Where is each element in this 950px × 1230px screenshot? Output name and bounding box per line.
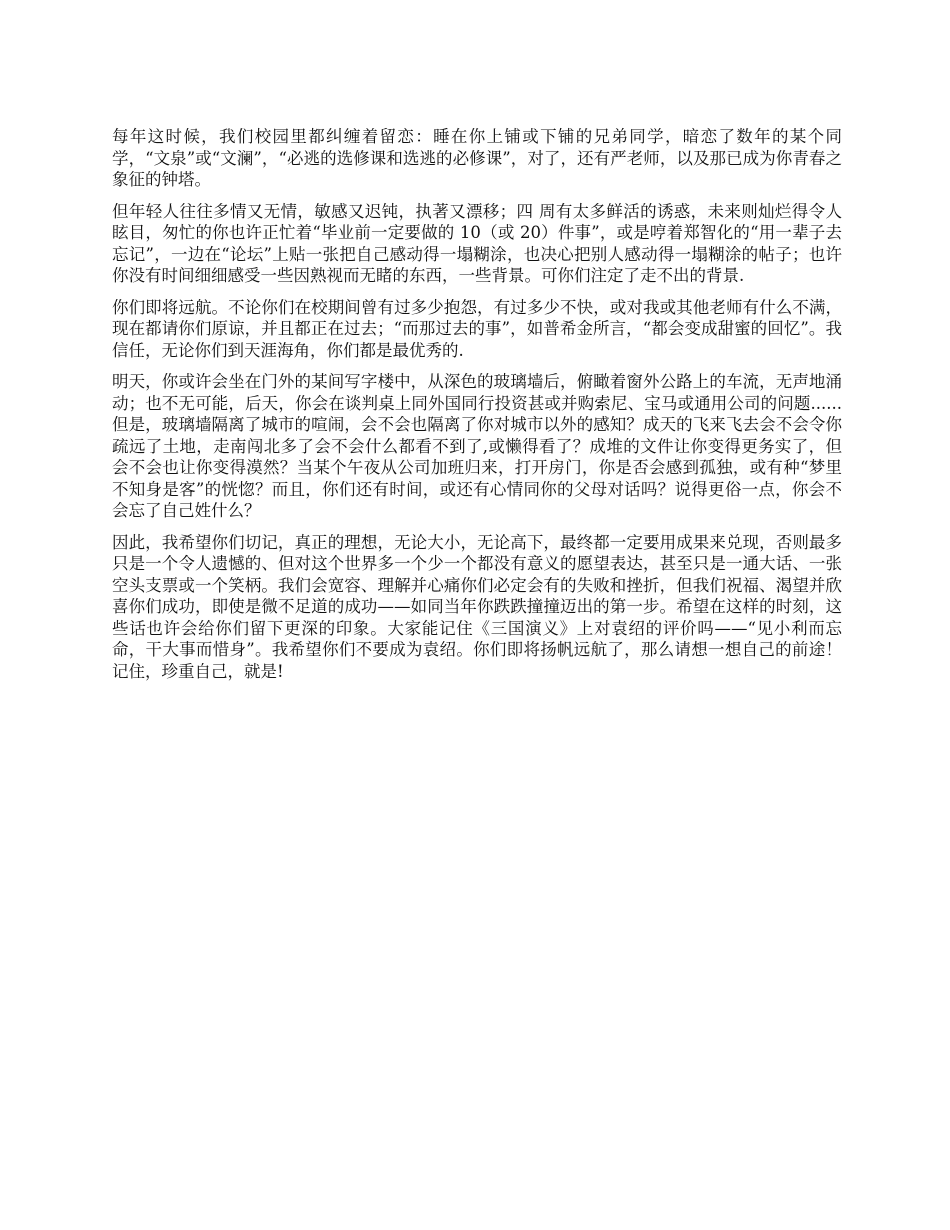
paragraph-3: 你们即将远航。不论你们在校期间曾有过多少抱怨，有过多少不快，或对我或其他老师有什么不满，现在都请你们原谅，并且都正在过去；“而那过去的事”，如普希金所言，“都会变成甜蜜的回忆”。我信任，无论你们到天涯海角，你们都是最优秀的. [112, 297, 842, 360]
paragraph-5: 因此，我希望你们切记，真正的理想，无论大小，无论高下，最终都一定要用成果来兑现，否则最多只是一个令人遗憾的、但对这个世界多一个少一个都没有意义的愿望表达，甚至只是一通大话、一张空头支票或一个笑柄。我们会宽容、理解并心痛你们必定会有的失败和挫折，但我们祝福、渴望并欣喜你们成功，即使是微不足道的成功——如同当年你跌跌撞撞迈出的第一步。希望在这样的时刻，这些话也许会给你们留下更深的印象。大家能记住《三国演义》上对袁绍的评价吗——“见小利而忘命，干大事而惜身”。我希望你们不要成为袁绍。你们即将扬帆远航了，那么请想一想自己的前途！记住，珍重自己，就是! [112, 532, 842, 681]
paragraph-4: 明天，你或许会坐在门外的某间写字楼中，从深色的玻璃墙后，俯瞰着窗外公路上的车流，无声地涌动；也不无可能，后天，你会在谈判桌上同外国同行投资甚或并购索尼、宝马或通用公司的问题......但是，玻璃墙隔离了城市的喧闹，会不会也隔离了你对城市以外的感知？成天的飞来飞去会不会令你疏远了土地，走南闯北多了会不会什么都看不到了,或懒得看了？成堆的文件让你变得更务实了，但会不会也让你变得漠然？当某个午夜从公司加班归来，打开房门，你是否会感到孤独，或有种“梦里不知身是客”的恍惚？而且，你们还有时间，或还有心情同你的父母对话吗？说得更俗一点，你会不会忘了自己姓什么？ [112, 372, 842, 520]
paragraph-2: 但年轻人往往多情又无情，敏感又迟钝，执著又漂移；四 周有太多鲜活的诱惑，未来则灿烂得令人眩目，匆忙的你也许正忙着“毕业前一定要做的 10（或 20）件事”，或是哼着郑智化的“用一辈子去忘记”，一边在“论坛”上贴一张把自己感动得一塌糊涂，也决心把别人感动得一塌糊涂的帖子；也许你没有时间细细感受一些因熟视而无睹的东西，一些背景。可你们注定了走不出的背景. [112, 201, 842, 285]
paragraph-1: 每年这时候，我们校园里都纠缠着留恋：睡在你上铺或下铺的兄弟同学，暗恋了数年的某个同学，“文泉”或“文澜”，“必逃的选修课和选逃的必修课”，对了，还有严老师，以及那已成为你青春之象征的钟塔。 [112, 127, 842, 189]
document-body [112, 126, 842, 692]
